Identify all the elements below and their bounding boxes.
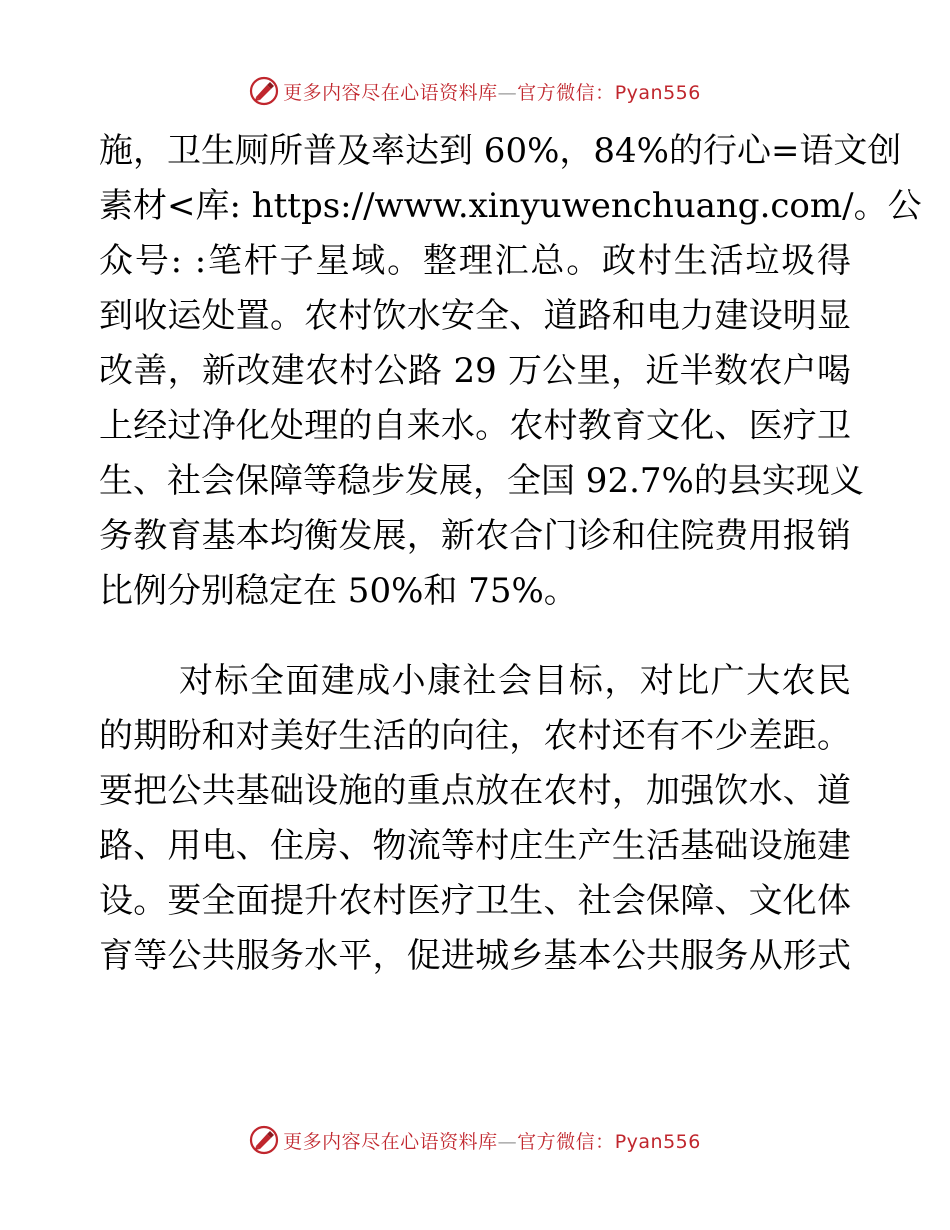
text-line: 设。要全面提升农村医疗卫生、社会保障、文化体 (99, 881, 851, 921)
text-line: 要把公共基础设施的重点放在农村，加强饮水、道 (99, 771, 851, 811)
text-line: 到收运处置。农村饮水安全、道路和电力建设明显 (99, 296, 851, 336)
footer-banner (0, 1123, 950, 1157)
text-line: 的期盼和对美好生活的向往，农村还有不少差距。 (99, 716, 851, 756)
footer-banner-text (283, 1127, 701, 1154)
paragraph-2 (99, 654, 851, 984)
text-line: 上经过净化处理的自来水。农村教育文化、医疗卫 (99, 406, 851, 446)
text-line: 对标全面建成小康社会目标，对比广大农民 (179, 661, 851, 701)
pen-logo-icon (249, 76, 279, 106)
text-line: 素材<库: https://www.xinyuwenchuang.com/。公 (99, 186, 922, 226)
text-line: 众号: :笔杆子星域。整理汇总。政村生活垃圾得 (99, 241, 851, 281)
header-banner-cn: 更多内容尽在心语资料库 (283, 81, 498, 104)
text-line: 比例分别稳定在 50%和 75%。 (99, 571, 578, 611)
header-banner-id: Pyan556 (614, 81, 701, 104)
paragraph-1 (99, 124, 922, 619)
paragraph-gap (99, 619, 851, 654)
text-line: 育等公共服务水平，促进城乡基本公共服务从形式 (99, 936, 851, 976)
footer-banner-cn: 更多内容尽在心语资料库 (283, 1130, 498, 1153)
footer-banner-label: 官方微信： (517, 1130, 615, 1153)
text-line: 务教育基本均衡发展，新农合门诊和住院费用报销 (99, 516, 851, 556)
pen-logo-icon (249, 1125, 279, 1155)
header-banner-label: 官方微信： (517, 81, 615, 104)
footer-banner-separator: — (497, 1130, 518, 1153)
document-body (99, 124, 922, 984)
text-line: 生、社会保障等稳步发展，全国 92.7%的县实现义 (99, 461, 864, 501)
footer-banner-id: Pyan556 (614, 1130, 701, 1153)
text-line: 施，卫生厕所普及率达到 60%，84%的行心=语文创 (99, 131, 902, 171)
header-banner (0, 74, 950, 108)
text-line: 路、用电、住房、物流等村庄生产生活基础设施建 (99, 826, 851, 866)
header-banner-text (283, 78, 701, 105)
header-banner-separator: — (497, 81, 518, 104)
text-line: 改善，新改建农村公路 29 万公里，近半数农户喝 (99, 351, 851, 391)
